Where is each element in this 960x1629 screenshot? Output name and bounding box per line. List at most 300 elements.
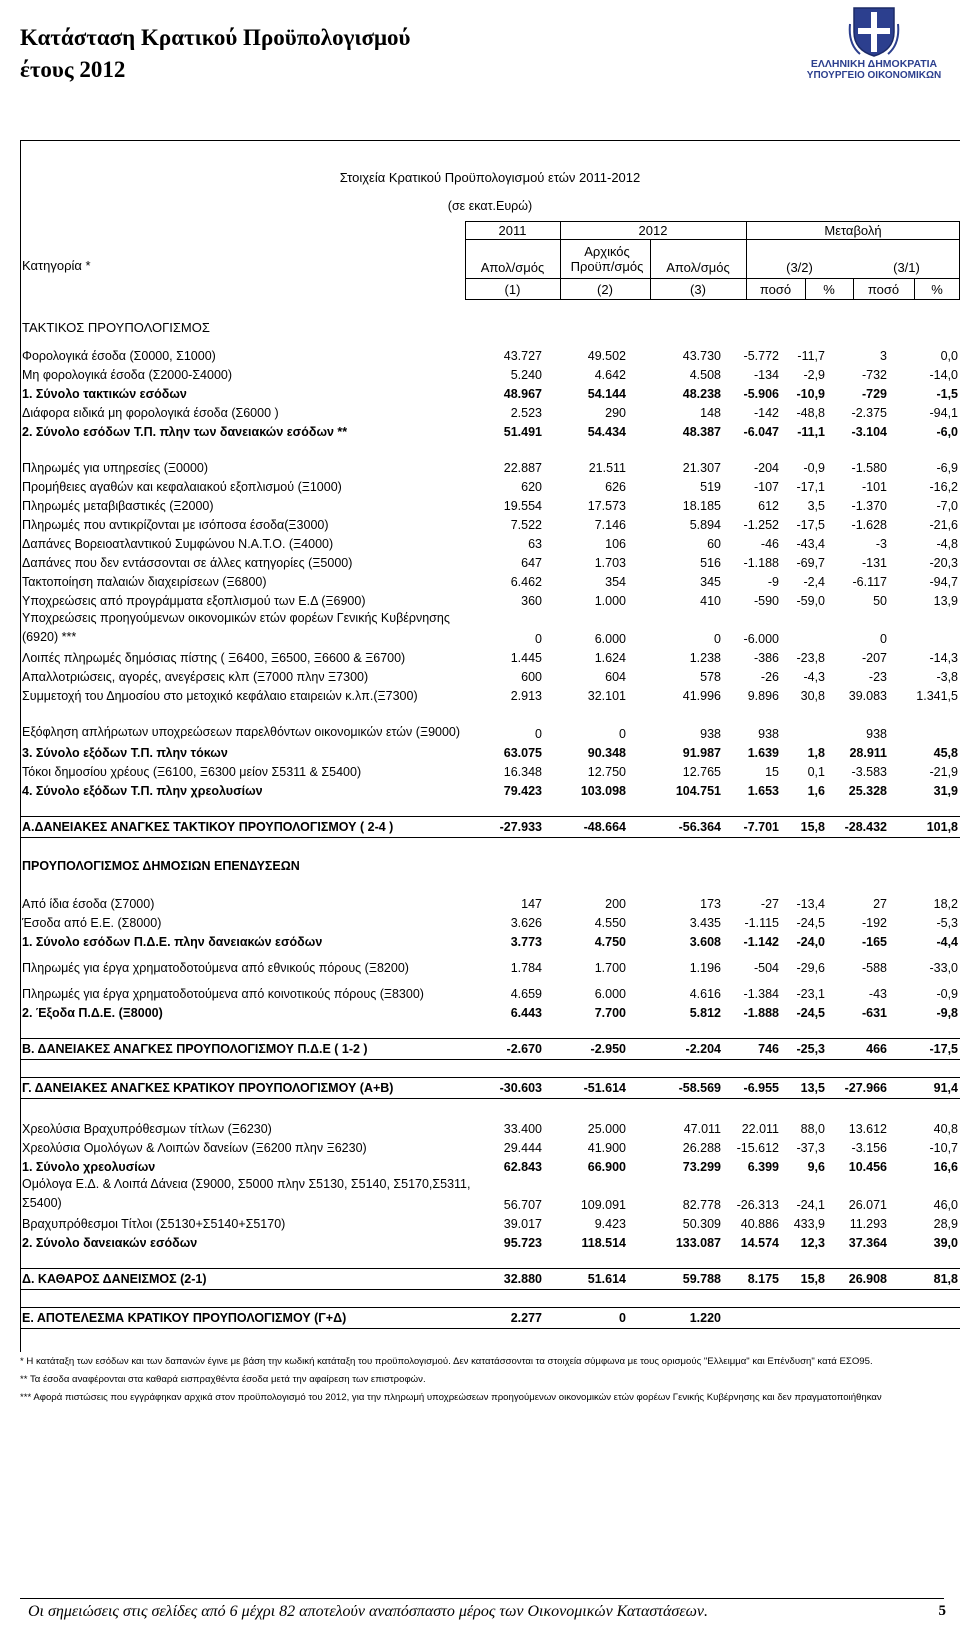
row-value: -9 — [767, 575, 779, 589]
row-value: -3,8 — [936, 670, 958, 684]
table-row — [20, 912, 960, 931]
row-value: 612 — [758, 499, 779, 513]
row-value: 11.293 — [849, 1217, 887, 1231]
row-label: Έσοδα από Ε.Ε. (Σ8000) — [22, 916, 162, 930]
row-value: 66.900 — [587, 1160, 626, 1174]
row-value: 26.071 — [848, 1198, 887, 1212]
row-value: 103.098 — [580, 784, 626, 798]
row-value: 28.911 — [849, 746, 887, 760]
row-value: -5.772 — [743, 349, 779, 363]
table-row — [20, 950, 960, 976]
table-row — [20, 893, 960, 912]
row-value: 354 — [605, 575, 626, 589]
row-value: 21.307 — [682, 461, 721, 475]
row-value: 6.399 — [747, 1160, 779, 1174]
row-value: -58.569 — [628, 1078, 723, 1099]
row-label: Πληρωμές για υπηρεσίες (Ξ0000) — [22, 461, 209, 475]
row-value: -16,2 — [929, 480, 958, 494]
row-value: 0 — [619, 727, 626, 741]
section-regular-budget: ΤΑΚΤΙΚΟΣ ΠΡΟΥΠΟΛΟΓΙΣΜΟΣ — [22, 320, 210, 335]
row-value: -3.583 — [851, 765, 887, 779]
spacer-row — [20, 1099, 960, 1119]
row-value: 50 — [873, 594, 887, 608]
column-header-change: Μεταβολή — [824, 223, 882, 238]
row-value: 16.348 — [503, 765, 542, 779]
row-value: -37,3 — [796, 1141, 825, 1155]
row-value: 26.288 — [682, 1141, 721, 1155]
row-value: -107 — [753, 480, 779, 494]
row-value: 600 — [521, 670, 542, 684]
row-value: 7.522 — [510, 518, 542, 532]
row-value: 27 — [873, 897, 887, 911]
row-value: 43.727 — [503, 349, 542, 363]
column-header-amount-2: ποσό — [867, 282, 900, 297]
row-value: -6.047 — [743, 425, 779, 439]
table-row — [20, 761, 960, 780]
page-number: 5 — [938, 1603, 946, 1619]
row-value: 46,0 — [933, 1198, 958, 1212]
row-value: -2,9 — [803, 368, 825, 382]
table-row — [20, 742, 960, 761]
row-value: -2.950 — [544, 1039, 628, 1060]
row-value: -4,8 — [936, 537, 958, 551]
row-value: 49.502 — [587, 349, 626, 363]
row-value: 1,6 — [807, 784, 825, 798]
row-value: 466 — [827, 1039, 889, 1060]
logo-text-ministry: ΥΠΟΥΡΓΕΙΟ ΟΙΚΟΝΟΜΙΚΩΝ — [806, 70, 942, 81]
row-value: -94,1 — [929, 406, 958, 420]
row-value: -23,8 — [796, 651, 825, 665]
row-value: 5.240 — [510, 368, 542, 382]
row-value — [889, 609, 960, 647]
row-value: 6.000 — [594, 632, 626, 646]
row-value: 12,3 — [800, 1236, 825, 1250]
row-value: 15,8 — [781, 1269, 827, 1290]
row-value: 4.508 — [689, 368, 721, 382]
row-value: -631 — [861, 1006, 887, 1020]
row-label: Ομόλογα Ε.Δ. & Λοιπά Δάνεια (Σ9000, Σ5000 πλην Σ5130, Σ5140, Σ5170,Σ5311, Σ5400) — [22, 1177, 471, 1210]
row-value: 938 — [700, 727, 721, 741]
row-value: -46 — [760, 537, 779, 551]
row-value: -24,5 — [796, 916, 825, 930]
row-value: 5.812 — [689, 1006, 721, 1020]
column-header-amount-1: ποσό — [759, 282, 792, 297]
row-value: -101 — [861, 480, 887, 494]
row-value: 63 — [528, 537, 542, 551]
row-value: 63.075 — [503, 746, 542, 760]
row-value: -56.364 — [628, 817, 723, 838]
row-value: -29,6 — [796, 961, 825, 975]
table-row — [20, 495, 960, 514]
row-value: -7,0 — [936, 499, 958, 513]
row-value: 33.400 — [503, 1122, 542, 1136]
table-row — [20, 1213, 960, 1232]
row-value: -14,0 — [929, 368, 958, 382]
table-row — [20, 457, 960, 476]
row-value: -20,3 — [929, 556, 958, 570]
row-value: -6.000 — [743, 632, 779, 646]
footnote-2: ** Τα έσοδα αναφέρονται στα καθαρά εισπραχθέντα έσοδα μετά την αφαίρεση των επιστροφών. — [20, 1374, 426, 1385]
row-value: 59.788 — [628, 1269, 723, 1290]
row-value: 18,2 — [933, 897, 958, 911]
table-row — [20, 1308, 960, 1329]
row-value: -2.204 — [628, 1039, 723, 1060]
row-value — [889, 1308, 960, 1329]
row-value: 19.554 — [503, 499, 542, 513]
row-value: 1.341,5 — [916, 689, 958, 703]
row-value: 47.011 — [683, 1122, 721, 1136]
row-value: -3.104 — [851, 425, 887, 439]
row-label: 1. Σύνολο χρεολυσίων — [22, 1160, 156, 1174]
table-row — [20, 1078, 960, 1099]
row-value: 0 — [880, 632, 887, 646]
row-value: -48.664 — [544, 817, 628, 838]
row-value: -48,8 — [796, 406, 825, 420]
row-value: 6.000 — [594, 987, 626, 1001]
row-value: 109.091 — [580, 1198, 626, 1212]
row-label: Πληρωμές μεταβιβαστικές (Ξ2000) — [22, 499, 214, 513]
row-value: 18.185 — [682, 499, 721, 513]
row-value: -27 — [760, 897, 779, 911]
row-value: -43 — [868, 987, 887, 1001]
row-label: Ε. ΑΠΟΤΕΛΕΣΜΑ ΚΡΑΤΙΚΟΥ ΠΡΟΥΠΟΛΟΓΙΣΜΟΥ (Γ+Δ) — [20, 1308, 472, 1329]
table-row — [20, 514, 960, 533]
row-value: 50.309 — [682, 1217, 721, 1231]
row-value: 88,0 — [800, 1122, 825, 1136]
spacer-row — [20, 1290, 960, 1308]
row-value: -10,7 — [929, 1141, 958, 1155]
row-value: -21,9 — [929, 765, 958, 779]
document-title — [20, 22, 410, 86]
row-value: -1.580 — [851, 461, 887, 475]
row-value: -588 — [861, 961, 887, 975]
row-value — [781, 855, 827, 874]
table-row — [20, 476, 960, 495]
row-value: 1.000 — [594, 594, 626, 608]
row-value: 104.751 — [675, 784, 721, 798]
sheet-unit: (σε εκατ.Ευρώ) — [447, 199, 533, 213]
row-label: Πληρωμές για έργα χρηματοδοτούμενα από κοινοτικούς πόρους (Ξ8300) — [22, 987, 424, 1001]
row-value: -6,0 — [936, 425, 958, 439]
column-header-ratio-3-2: (3/2) — [786, 260, 813, 275]
spacer-row — [20, 838, 960, 856]
row-value: 1.238 — [689, 651, 721, 665]
row-value: 43.730 — [682, 349, 721, 363]
row-value — [889, 855, 960, 874]
row-label: Υποχρεώσεις από προγράμματα εξοπλισμού των Ε.Δ (Ξ6900) — [22, 594, 366, 608]
row-value: 0,1 — [807, 765, 825, 779]
row-value: -17,5 — [796, 518, 825, 532]
row-value: 6.443 — [510, 1006, 542, 1020]
spacer-row — [20, 1251, 960, 1269]
row-value: 516 — [700, 556, 721, 570]
row-value: 40.886 — [740, 1217, 779, 1231]
row-value: 938 — [866, 727, 887, 741]
row-value: -30.603 — [472, 1078, 544, 1099]
row-value: 56.707 — [503, 1198, 542, 1212]
row-value: 200 — [605, 897, 626, 911]
row-label: 1. Σύνολο εσόδων Π.Δ.Ε. πλην δανειακών εσόδων — [22, 935, 323, 949]
header-rule-years — [465, 239, 960, 240]
row-value: -192 — [861, 916, 887, 930]
row-value: -2.375 — [851, 406, 887, 420]
row-value: 12.765 — [682, 765, 721, 779]
table-row — [20, 552, 960, 571]
row-value: 647 — [521, 556, 542, 570]
row-value: 0,0 — [940, 349, 958, 363]
table-row — [20, 609, 960, 647]
table-row — [20, 976, 960, 1002]
row-value: 0 — [535, 727, 542, 741]
row-value: -9,8 — [936, 1006, 958, 1020]
row-value: 30,8 — [800, 689, 825, 703]
column-header-2012: 2012 — [638, 223, 668, 238]
row-value: 31,9 — [933, 784, 958, 798]
row-label: 2. Σύνολο εσόδων Τ.Π. πλην των δανειακών εσόδων ** — [22, 425, 348, 439]
row-value: -6.955 — [723, 1078, 781, 1099]
row-value: 15,8 — [781, 817, 827, 838]
sheet-title: Στοιχεία Κρατικού Προϋπολογισμού ετών 2011-2012 — [339, 170, 641, 185]
row-label: Τόκοι δημοσίου χρέους (Ξ6100, Ξ6300 μείον Σ5311 & Σ5400) — [22, 765, 362, 779]
row-value: 60 — [707, 537, 721, 551]
row-value: 3.773 — [510, 935, 542, 949]
row-value: -23,1 — [796, 987, 825, 1001]
row-label: Χρεολύσια Ομολόγων & Λοιπών δανείων (Ξ6200 πλην Ξ6230) — [22, 1141, 367, 1155]
row-value: 4.659 — [510, 987, 542, 1001]
column-index-3: (3) — [690, 282, 706, 297]
row-label: Φορολογικά έσοδα (Σ0000, Σ1000) — [22, 349, 216, 363]
table-row — [20, 590, 960, 609]
row-value: 578 — [700, 670, 721, 684]
row-value: -24,5 — [796, 1006, 825, 1020]
row-value: 7.146 — [594, 518, 626, 532]
ministry-logo — [794, 4, 954, 84]
row-value: 91.987 — [682, 746, 721, 760]
row-value: -1.384 — [743, 987, 779, 1001]
row-label: Βραχυπρόθεσμοι Τίτλοι (Σ5130+Σ5140+Σ5170) — [22, 1217, 286, 1231]
row-label: Εξόφληση απλήρωτων υποχρεώσεων παρελθόντων οικονομικών ετών (Ξ9000) — [22, 725, 461, 739]
table-row — [20, 1137, 960, 1156]
row-value: 3.626 — [510, 916, 542, 930]
row-value: -17,1 — [796, 480, 825, 494]
row-value: 1.700 — [594, 961, 626, 975]
spacer-row — [20, 1060, 960, 1078]
table-row — [20, 533, 960, 552]
footnote-1: * Η κατάταξη των εσόδων και των δαπανών έγινε με βάση την κωδική κατάταξη του προϋπολογισμού. Δεν κατατάσσονται τα στοιχεία σύμφωνα με τους ορισμούς "Ελλειμμα" και Επένδυση" κατά ΕΣΟ95. — [20, 1356, 873, 1367]
table-row — [20, 1039, 960, 1060]
row-value: 26.908 — [827, 1269, 889, 1290]
row-label: Πληρωμές που αντικρίζονται με ισόποσα έσοδα(Ξ3000) — [22, 518, 329, 532]
row-value: 433,9 — [793, 1217, 825, 1231]
row-value: -6.117 — [852, 575, 887, 589]
table-row — [20, 817, 960, 838]
row-value: 14.574 — [740, 1236, 779, 1250]
row-value: 290 — [605, 406, 626, 420]
row-value: 40,8 — [933, 1122, 958, 1136]
row-value: -23 — [868, 670, 887, 684]
row-value: 4.550 — [594, 916, 626, 930]
row-value: 32.880 — [472, 1269, 544, 1290]
row-value: -165 — [861, 935, 887, 949]
row-value: 0 — [714, 632, 721, 646]
table-row — [20, 345, 960, 364]
row-value: 9.423 — [594, 1217, 626, 1231]
row-value: 410 — [700, 594, 721, 608]
row-label: 4. Σύνολο εξόδων Τ.Π. πλην χρεολυσίων — [22, 784, 263, 798]
header-rule-bottom — [465, 299, 960, 300]
row-value: 13,5 — [781, 1078, 827, 1099]
row-value: 360 — [521, 594, 542, 608]
table-row — [20, 780, 960, 799]
row-label: Δαπάνες Βορειοατλαντικού Συμφώνου Ν.Α.Τ.Ο. (Ξ4000) — [22, 537, 334, 551]
row-value: 13,9 — [933, 594, 958, 608]
row-value: -5.906 — [743, 387, 779, 401]
row-value: -11,1 — [797, 425, 825, 439]
row-value: -94,7 — [929, 575, 958, 589]
row-value — [544, 855, 628, 874]
row-value: 62.843 — [503, 1160, 542, 1174]
footnote-3: *** Αφορά πιστώσεις που εγγράφηκαν αρχικά στον προϋπολογισμό του 2012, για την πληρωμή υποχρεώσεων προηγούμενων οικονομικών ετών φορέων Γενικής Κυβέρνησης και δεν πραγματοποιήθηκαν — [20, 1392, 882, 1403]
row-value: -1.188 — [743, 556, 779, 570]
row-value: 12.750 — [587, 765, 626, 779]
row-value: 620 — [521, 480, 542, 494]
table-row — [20, 364, 960, 383]
column-header-pct-2: % — [931, 282, 943, 297]
greek-coat-of-arms-icon — [848, 4, 900, 58]
row-value: -0,9 — [936, 987, 958, 1001]
row-value — [723, 1308, 781, 1329]
row-label: Προμήθειες αγαθών και κεφαλαιακού εξοπλισμού (Ξ1000) — [22, 480, 342, 494]
row-value: -1.628 — [851, 518, 887, 532]
spacer-row — [20, 440, 960, 457]
row-value: 746 — [723, 1039, 781, 1060]
row-value: 21.511 — [588, 461, 626, 475]
row-value: -1,5 — [936, 387, 958, 401]
row-value: 41.900 — [587, 1141, 626, 1155]
spacer-row — [20, 874, 960, 893]
column-index-1: (1) — [504, 282, 521, 297]
row-value: 0 — [544, 1308, 628, 1329]
row-value: 25.328 — [848, 784, 887, 798]
row-value: 147 — [521, 897, 542, 911]
column-header-pct-1: % — [823, 282, 835, 297]
row-value: 48.967 — [503, 387, 542, 401]
row-value: -10,9 — [796, 387, 825, 401]
row-value: 133.087 — [675, 1236, 721, 1250]
row-value — [781, 1308, 827, 1329]
row-value: 7.700 — [594, 1006, 626, 1020]
row-value: 938 — [758, 727, 779, 741]
row-value: 51.491 — [503, 425, 542, 439]
row-value: -14,3 — [929, 651, 958, 665]
row-value: -732 — [861, 368, 887, 382]
row-value: -3.156 — [851, 1141, 887, 1155]
row-value: -13,4 — [796, 897, 825, 911]
row-value: 73.299 — [682, 1160, 721, 1174]
row-value: 4.750 — [594, 935, 626, 949]
row-label: Χρεολύσια Βραχυπρόθεσμων τίτλων (Ξ6230) — [22, 1122, 272, 1136]
row-value: -28.432 — [827, 817, 889, 838]
row-label: Δαπάνες που δεν εντάσσονται σε άλλες κατηγορίες (Ξ5000) — [22, 556, 353, 570]
row-value: 173 — [700, 897, 721, 911]
row-value — [827, 855, 889, 874]
row-value: -26.313 — [736, 1198, 779, 1212]
header-rule-top — [465, 221, 960, 222]
row-value — [781, 609, 827, 647]
row-value: 95.723 — [503, 1236, 542, 1250]
row-label: Διάφορα ειδικά μη φορολογικά έσοδα (Σ6000 ) — [22, 406, 279, 420]
row-value: 1.196 — [689, 961, 721, 975]
footnotes — [20, 1353, 960, 1407]
row-value: 48.238 — [682, 387, 721, 401]
row-value: 32.101 — [587, 689, 626, 703]
row-value: 1.653 — [747, 784, 779, 798]
row-label: Γ. ΔΑΝΕΙΑΚΕΣ ΑΝΑΓΚΕΣ ΚΡΑΤΙΚΟΥ ΠΡΟΥΠΟΛΟΓΙΣΜΟΥ (Α+Β) — [20, 1078, 472, 1099]
row-value: 54.434 — [587, 425, 626, 439]
row-label: 2. Έξοδα Π.Δ.Ε. (Ξ8000) — [22, 1006, 163, 1020]
row-value: 39.083 — [848, 689, 887, 703]
column-header-ratio-3-1: (3/1) — [893, 260, 920, 275]
row-value: 1.624 — [594, 651, 626, 665]
table-row — [20, 383, 960, 402]
row-value — [827, 1308, 889, 1329]
row-label: Απαλλοτριώσεις, αγορές, ανεγέρσεις κλπ (Ξ7000 πλην Ξ7300) — [22, 670, 369, 684]
row-value: 10.456 — [848, 1160, 887, 1174]
row-value: 5.894 — [689, 518, 721, 532]
row-value: 1.703 — [594, 556, 626, 570]
table-row — [20, 1118, 960, 1137]
column-header-realized-2012: Απολ/σμός — [666, 260, 730, 275]
row-value — [781, 704, 827, 742]
row-value: 519 — [700, 480, 721, 494]
row-value: 37.364 — [848, 1236, 887, 1250]
row-value: -142 — [753, 406, 779, 420]
row-value: -207 — [861, 651, 887, 665]
row-label: Δ. ΚΑΘΑΡΟΣ ΔΑΝΕΙΣΜΟΣ (2-1) — [20, 1269, 472, 1290]
row-value: 626 — [605, 480, 626, 494]
row-value: -1.142 — [743, 935, 779, 949]
row-value: 51.614 — [544, 1269, 628, 1290]
row-value — [889, 704, 960, 742]
row-label: Τακτοποίηση παλαιών διαχειρίσεων (Ξ6800) — [22, 575, 267, 589]
row-value: 2.523 — [510, 406, 542, 420]
row-value: 48.387 — [682, 425, 721, 439]
row-value: 9.896 — [747, 689, 779, 703]
row-value: 81,8 — [889, 1269, 960, 1290]
row-value: 91,4 — [889, 1078, 960, 1099]
row-value: 604 — [605, 670, 626, 684]
row-value: 28,9 — [933, 1217, 958, 1231]
row-value: -27.933 — [472, 817, 544, 838]
row-value: 6.462 — [510, 575, 542, 589]
row-value: -0,9 — [803, 461, 825, 475]
row-value: -4,3 — [803, 670, 825, 684]
row-value: -1.252 — [743, 518, 779, 532]
table-row — [20, 1175, 960, 1213]
row-value: 148 — [700, 406, 721, 420]
row-value: 15 — [765, 765, 779, 779]
row-value: 2.913 — [510, 689, 542, 703]
row-value: -1.370 — [851, 499, 887, 513]
row-value: 3.608 — [689, 935, 721, 949]
column-header-2011: 2011 — [498, 223, 527, 238]
table-row — [20, 666, 960, 685]
column-header-category: Κατηγορία * — [22, 258, 91, 273]
row-value: 8.175 — [723, 1269, 781, 1290]
row-value: 1.639 — [747, 746, 779, 760]
row-value: 45,8 — [933, 746, 958, 760]
row-value — [723, 855, 781, 874]
